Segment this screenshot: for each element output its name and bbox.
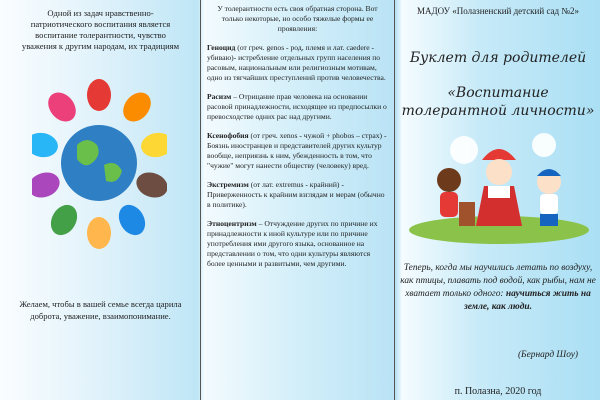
term-racism: Расизм – Отрицание прав человека на основании расовой принадлежности, исходящее из предпосылки о превосходстве одних рас над другими. — [207, 92, 387, 121]
child-1 — [437, 168, 475, 226]
wish-text: Желаем, чтобы в вашей семье всегда царила доброта, уважение, взаимопонимание. — [19, 299, 182, 321]
globe-hands-illustration — [32, 75, 167, 275]
place-year: п. Полазна, 2020 год — [454, 386, 542, 397]
right-panel — [396, 0, 600, 400]
booklet-title: «Воспитание толерантной личности» — [401, 85, 595, 119]
middle-panel — [200, 0, 395, 400]
term-genocide: Геноцид (от греч. genos - род, племя и лат. caedere - убиваю)- истребление отдельных групп населения по расовым, национальным или религиозным мотивам, одно из тягчайших преступлений против человечества. — [207, 43, 386, 82]
left-panel — [0, 0, 200, 400]
term-extremism: Экстремизм (от лат. extremus - крайний) - Приверженность к крайним взглядам и мерам (обычно в политике). — [207, 180, 385, 209]
quote: Теперь, когда мы научились летать по воздуху, как птицы, плавать под водой, как рыбы, нам не хватает только одного: научиться жить на земле, как люди. — [400, 263, 596, 312]
term-xenophobia: Ксенофобия (от греч. xenos - чужой + phobos – страх) - Боязнь иностранцев и представителей других культур вообще, неприязнь к ним, убежденность в том, что "чужие" могут нанести обществу (человеку) вред. — [207, 131, 387, 170]
child-3 — [537, 169, 561, 226]
booklet-subtitle: Буклет для родителей — [409, 50, 587, 66]
quote-author: (Бернард Шоу) — [517, 350, 578, 360]
globe — [61, 125, 137, 201]
term-ethnocentrism: Этноцентризм – Отчуждение других по причине их принадлежности к иной культуре или по причине употребления ими другого языка, основанное на представлении о том, что одни культуры являются более ценными и развитыми, чем другими. — [207, 219, 378, 268]
children-illustration — [404, 130, 594, 245]
organization-name: МАДОУ «Полазненский детский сад №2» — [417, 6, 579, 16]
intro-text: Одной из задач нравственно-патриотического воспитания является воспитание толерантности, чувство уважения к другим народам, их традициям — [21, 8, 180, 51]
child-2 — [476, 149, 522, 226]
middle-intro: У толерантности есть своя обратная сторона. Вот только некоторые, но особо тяжелые формы ее проявления: — [217, 4, 378, 33]
